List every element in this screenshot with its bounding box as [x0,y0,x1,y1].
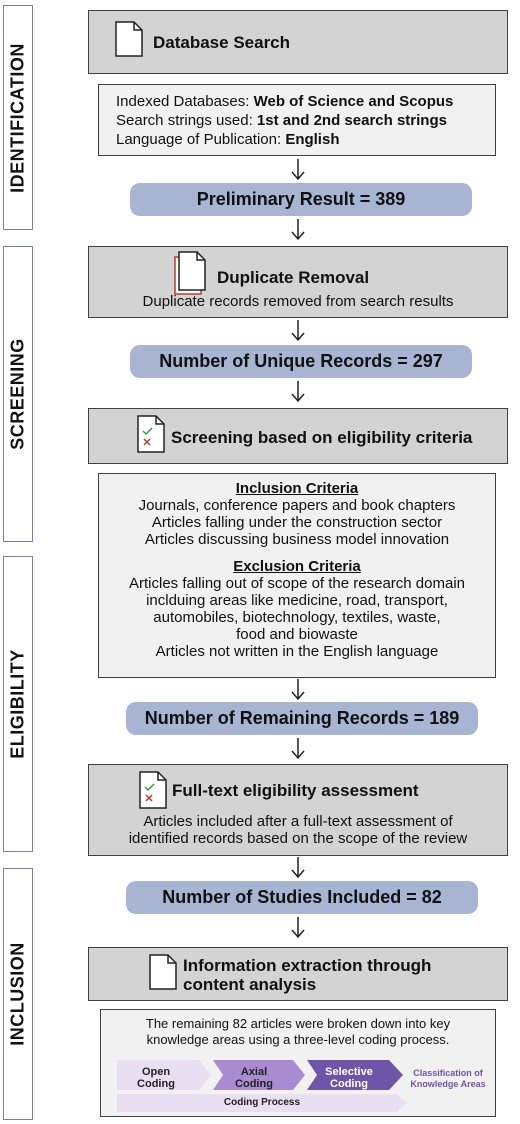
phase-identification [3,5,33,230]
duplicate-removal-subtitle: Duplicate records removed from search results [142,293,454,310]
arrow-down-icon [291,381,305,403]
fulltext-assessment-box [88,764,508,856]
arrow-down-icon [291,159,305,181]
checklist-document-icon [139,771,167,809]
arrow-down-icon [291,857,305,879]
exclusion-item: inclduing areas like medicine, road, transport, [146,592,448,609]
selective-coding-label: Selective Coding [325,1066,373,1090]
remaining-records-pill: Number of Remaining Records = 189 [126,702,478,735]
checklist-document-icon [137,415,165,453]
exclusion-item: food and biowaste [236,626,358,643]
document-icon [149,954,177,990]
extraction-line: The remaining 82 articles were broken down into key [145,1016,451,1031]
studies-included-pill: Number of Studies Included = 82 [126,881,478,914]
duplicate-removal-box [88,246,508,318]
database-line-language: Language of Publication: English [116,131,340,148]
database-line-indexed: Indexed Databases: Web of Science and Scopus [116,93,454,110]
exclusion-criteria-heading: Exclusion Criteria [233,558,361,575]
phase-screening-label: SCREENING [7,338,28,450]
arrow-down-icon [291,917,305,939]
screening-box [88,408,508,464]
database-search-title: Database Search [153,33,291,52]
arrow-down-icon [291,738,305,760]
fulltext-title: Full-text eligibility assessment [172,781,419,800]
exclusion-item: automobiles, biotechnology, textiles, waste, [153,609,441,626]
extraction-line: knowledge areas using a three-level coding process. [146,1032,450,1047]
phase-screening [3,246,33,542]
fulltext-line: Articles included after a full-text assessment of [143,813,453,830]
information-extraction-title: Information extraction through content analysis [183,956,432,994]
exclusion-item: Articles not written in the English language [155,643,439,660]
document-icon [115,21,143,57]
phase-inclusion [3,868,33,1120]
database-details-box [98,84,496,156]
database-search-box [88,10,508,74]
unique-records-pill: Number of Unique Records = 297 [130,345,472,378]
criteria-box [98,473,496,678]
arrow-down-icon [291,320,305,342]
classification-knowledge-areas-label: Classification of Knowledge Areas [410,1068,486,1089]
screening-title: Screening based on eligibility criteria [171,428,473,447]
phase-inclusion-label: INCLUSION [7,942,28,1046]
duplicate-removal-title: Duplicate Removal [217,268,370,287]
phase-eligibility [3,556,33,852]
preliminary-result-pill: Preliminary Result = 389 [130,183,472,216]
coding-details-box [100,1009,496,1117]
inclusion-item: Articles discussing business model innovation [144,531,450,548]
arrow-down-icon [291,679,305,701]
phase-identification-label: IDENTIFICATION [7,42,28,193]
duplicate-documents-icon [173,251,209,295]
inclusion-item: Articles falling under the construction sector [151,514,443,531]
database-line-search-strings: Search strings used: 1st and 2nd search strings [116,112,447,129]
axial-coding-label: Axial Coding [235,1066,273,1090]
arrow-down-icon [291,219,305,241]
open-coding-label: Open Coding [137,1066,175,1090]
fulltext-line: identified records based on the scope of the review [128,830,468,847]
inclusion-criteria-heading: Inclusion Criteria [235,480,359,497]
exclusion-item: Articles falling out of scope of the research domain [128,575,465,592]
inclusion-item: Journals, conference papers and book chapters [138,497,456,514]
information-extraction-box [88,947,508,1001]
phase-eligibility-label: ELIGIBILITY [7,649,28,759]
coding-process-label: Coding Process [223,1097,301,1108]
